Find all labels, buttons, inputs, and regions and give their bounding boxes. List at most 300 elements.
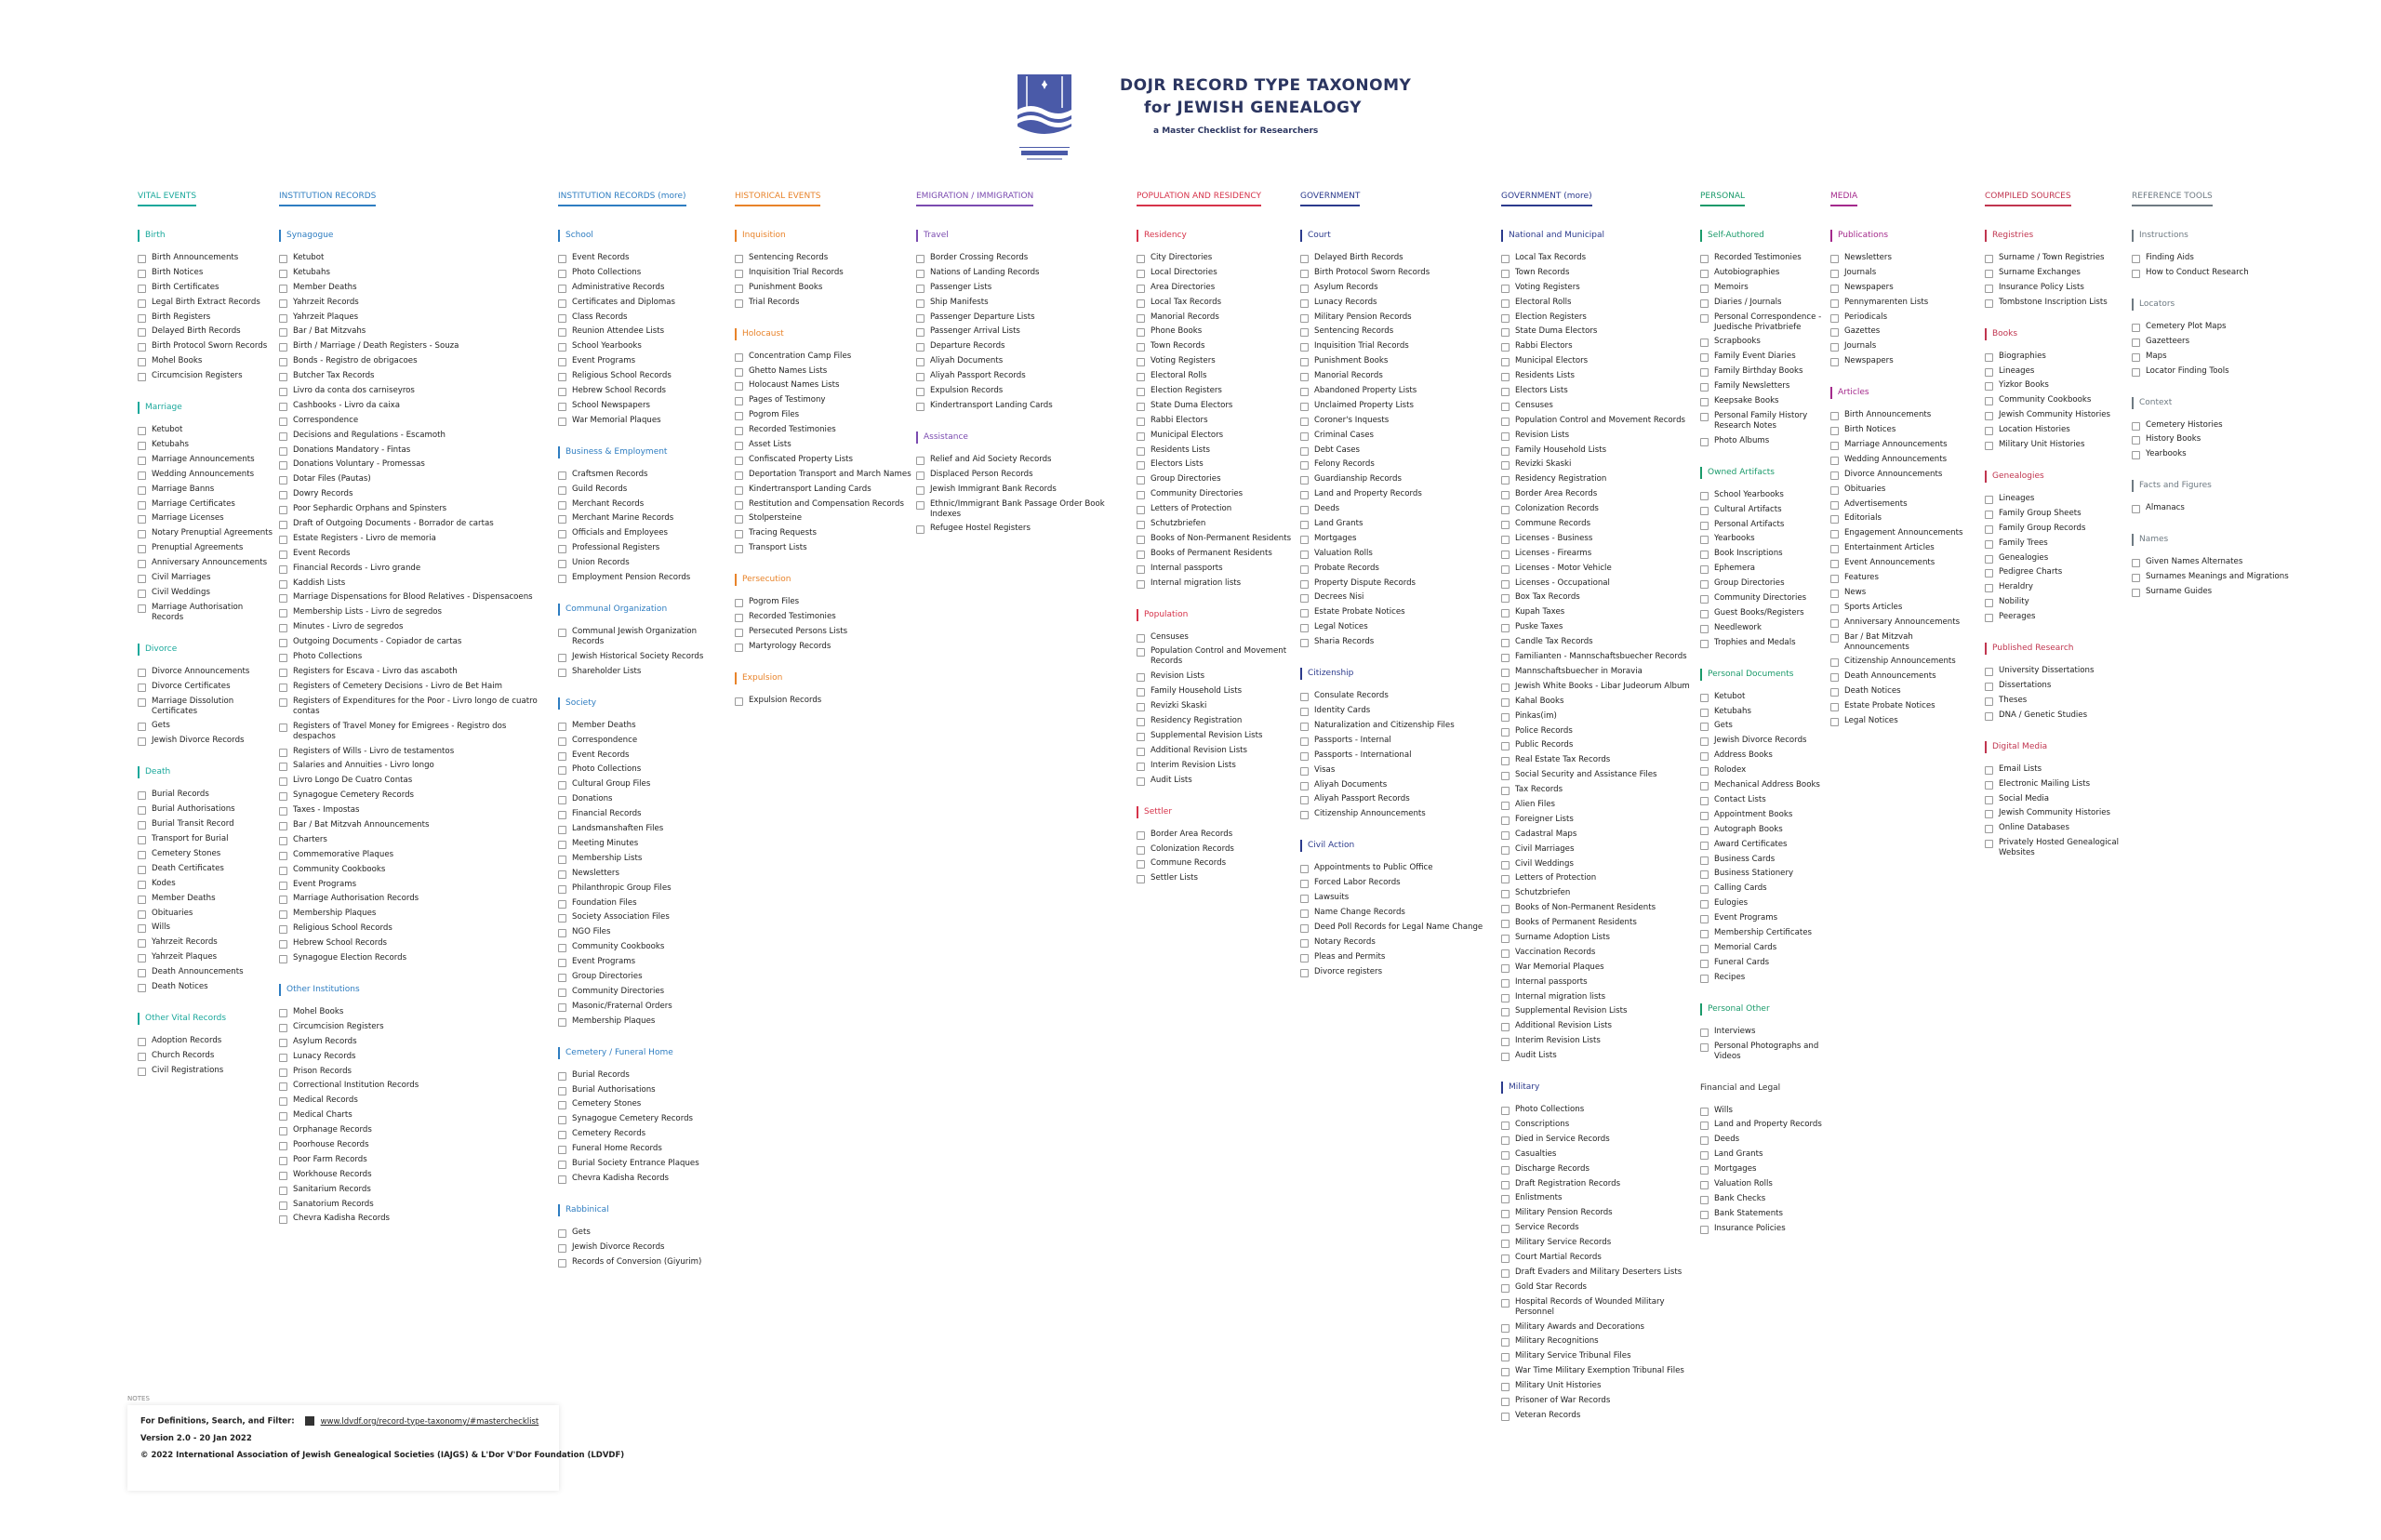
checkbox[interactable] [279, 1127, 287, 1135]
checkbox[interactable] [138, 924, 146, 933]
checklist-item[interactable] [279, 253, 549, 263]
checkbox[interactable] [1137, 418, 1145, 426]
checkbox[interactable] [735, 270, 743, 278]
checklist-item[interactable] [279, 776, 549, 786]
checklist-item[interactable] [1501, 1411, 1696, 1421]
checklist-item[interactable] [1700, 1120, 1830, 1130]
checkbox[interactable] [1501, 935, 1510, 943]
checkbox[interactable] [138, 427, 146, 435]
checkbox[interactable] [735, 486, 743, 495]
checkbox[interactable] [558, 870, 566, 879]
checkbox[interactable] [1501, 1398, 1510, 1406]
checkbox[interactable] [1700, 314, 1709, 323]
checklist-item[interactable] [1137, 298, 1299, 308]
checkbox[interactable] [1830, 442, 1839, 450]
checklist-item[interactable] [138, 923, 277, 933]
checkbox[interactable] [1985, 555, 1993, 564]
checklist-item[interactable] [279, 1022, 549, 1032]
checklist-item[interactable] [1137, 686, 1299, 697]
checkbox[interactable] [1300, 388, 1309, 396]
checklist-item[interactable] [279, 341, 549, 352]
checklist-item[interactable] [1830, 326, 1979, 337]
checkbox[interactable] [1137, 521, 1145, 529]
checkbox[interactable] [1300, 909, 1309, 918]
checklist-item[interactable] [279, 534, 549, 544]
checkbox[interactable] [279, 609, 287, 617]
checklist-item[interactable] [558, 779, 730, 790]
checkbox[interactable] [1830, 619, 1839, 628]
checkbox[interactable] [1830, 501, 1839, 510]
checkbox[interactable] [138, 910, 146, 919]
checklist-item[interactable] [279, 592, 549, 603]
checklist-item[interactable] [1300, 474, 1500, 485]
checklist-item[interactable] [1501, 800, 1696, 810]
checklist-item[interactable] [558, 721, 730, 731]
checklist-item[interactable] [1137, 858, 1299, 869]
checklist-item[interactable] [279, 835, 549, 845]
checklist-item[interactable] [1985, 268, 2131, 278]
checklist-item[interactable] [1501, 1253, 1696, 1263]
checkbox[interactable] [558, 654, 566, 662]
checkbox[interactable] [1137, 580, 1145, 589]
checkbox[interactable] [1501, 1023, 1510, 1031]
checkbox[interactable] [279, 1215, 287, 1224]
checkbox[interactable] [1985, 796, 1993, 804]
checklist-item[interactable] [279, 489, 549, 499]
checkbox[interactable] [1830, 634, 1839, 643]
checklist-item[interactable] [1700, 564, 1830, 574]
checkbox[interactable] [916, 471, 924, 480]
checklist-item[interactable] [1501, 992, 1696, 1002]
checklist-item[interactable] [138, 312, 277, 323]
checkbox[interactable] [1501, 491, 1510, 499]
checkbox[interactable] [1300, 767, 1309, 776]
checkbox[interactable] [2132, 574, 2140, 582]
checklist-item[interactable] [1700, 268, 1830, 278]
checkbox[interactable] [916, 403, 924, 411]
checklist-item[interactable] [1137, 401, 1299, 411]
checkbox[interactable] [1501, 1181, 1510, 1189]
checkbox[interactable] [558, 826, 566, 834]
checkbox[interactable] [1501, 1240, 1510, 1248]
checkbox[interactable] [1985, 255, 1993, 263]
checklist-item[interactable] [1985, 298, 2131, 308]
checklist-item[interactable] [558, 528, 730, 538]
checkbox[interactable] [1700, 1108, 1709, 1116]
checkbox[interactable] [1700, 1043, 1709, 1052]
checkbox[interactable] [735, 545, 743, 553]
checklist-item[interactable] [1830, 410, 1979, 420]
checklist-item[interactable] [1700, 1224, 1830, 1234]
checklist-item[interactable] [279, 747, 549, 757]
checklist-item[interactable] [735, 612, 911, 622]
checklist-item[interactable] [279, 1110, 549, 1121]
checkbox[interactable] [279, 763, 287, 771]
checkbox[interactable] [558, 796, 566, 804]
checkbox[interactable] [279, 1187, 287, 1195]
checkbox[interactable] [1501, 713, 1510, 722]
checkbox[interactable] [1501, 802, 1510, 810]
checklist-item[interactable] [1137, 253, 1299, 263]
checklist-item[interactable] [1300, 607, 1500, 617]
checklist-item[interactable] [279, 1185, 549, 1195]
checklist-item[interactable] [1501, 903, 1696, 913]
checklist-item[interactable] [1501, 519, 1696, 529]
checkbox[interactable] [1700, 438, 1709, 446]
checkbox[interactable] [1830, 604, 1839, 613]
checklist-item[interactable] [1137, 646, 1299, 667]
checklist-item[interactable] [735, 528, 911, 538]
checkbox[interactable] [558, 403, 566, 411]
checkbox[interactable] [1501, 905, 1510, 913]
checklist-item[interactable] [1700, 623, 1830, 633]
checklist-item[interactable] [1300, 504, 1500, 514]
checklist-item[interactable] [735, 470, 911, 480]
checklist-item[interactable] [1300, 312, 1500, 323]
checklist-item[interactable] [1300, 386, 1500, 396]
checkbox[interactable] [1700, 580, 1709, 589]
checkbox[interactable] [1300, 594, 1309, 603]
checkbox[interactable] [1501, 270, 1510, 278]
checkbox[interactable] [279, 1039, 287, 1047]
checklist-item[interactable] [279, 474, 549, 485]
checkbox[interactable] [558, 1175, 566, 1184]
checklist-item[interactable] [735, 380, 911, 391]
checkbox[interactable] [1501, 536, 1510, 544]
checkbox[interactable] [1700, 842, 1709, 850]
checklist-item[interactable] [2132, 449, 2318, 459]
checkbox[interactable] [1300, 491, 1309, 499]
checklist-item[interactable] [138, 1066, 277, 1076]
checkbox[interactable] [1501, 521, 1510, 529]
checklist-item[interactable] [138, 1051, 277, 1061]
checkbox[interactable] [1501, 684, 1510, 692]
checklist-item[interactable] [1300, 691, 1500, 701]
checkbox[interactable] [558, 1161, 566, 1169]
checklist-item[interactable] [916, 401, 1132, 411]
checkbox[interactable] [1985, 397, 1993, 405]
checkbox[interactable] [279, 388, 287, 396]
checklist-item[interactable] [558, 764, 730, 775]
checklist-item[interactable] [279, 459, 549, 470]
checklist-item[interactable] [558, 869, 730, 879]
checklist-item[interactable] [279, 667, 549, 677]
checklist-item[interactable] [1700, 1194, 1830, 1204]
checkbox[interactable] [1300, 432, 1309, 441]
checklist-item[interactable] [1501, 918, 1696, 928]
checkbox[interactable] [1985, 668, 1993, 676]
checklist-item[interactable] [916, 326, 1132, 337]
checklist-item[interactable] [1830, 268, 1979, 278]
checkbox[interactable] [138, 515, 146, 524]
checklist-item[interactable] [1501, 1120, 1696, 1130]
checkbox[interactable] [1137, 703, 1145, 711]
checkbox[interactable] [138, 737, 146, 746]
checkbox[interactable] [1501, 1107, 1510, 1115]
checklist-item[interactable] [1501, 1105, 1696, 1115]
checkbox[interactable] [1700, 797, 1709, 805]
checkbox[interactable] [1501, 1136, 1510, 1145]
checklist-item[interactable] [138, 253, 277, 263]
checklist-item[interactable] [1501, 1381, 1696, 1391]
checkbox[interactable] [1300, 639, 1309, 647]
checkbox[interactable] [1137, 875, 1145, 883]
checkbox[interactable] [558, 914, 566, 923]
checkbox[interactable] [1985, 781, 1993, 790]
checklist-item[interactable] [1501, 1396, 1696, 1406]
checkbox[interactable] [1137, 506, 1145, 514]
checkbox[interactable] [558, 1087, 566, 1095]
checklist-item[interactable] [1300, 326, 1500, 337]
checkbox[interactable] [1501, 1353, 1510, 1361]
checkbox[interactable] [279, 1054, 287, 1062]
checklist-item[interactable] [138, 864, 277, 874]
checklist-item[interactable] [1501, 948, 1696, 958]
checkbox[interactable] [916, 388, 924, 396]
checkbox[interactable] [1137, 403, 1145, 411]
checklist-item[interactable] [1501, 755, 1696, 765]
checklist-item[interactable] [279, 268, 549, 278]
checklist-item[interactable] [1300, 549, 1500, 559]
checklist-item[interactable] [1985, 838, 2131, 858]
checklist-item[interactable] [1700, 411, 1830, 431]
checkbox[interactable] [279, 1172, 287, 1180]
checklist-item[interactable] [558, 499, 730, 510]
checklist-item[interactable] [1137, 519, 1299, 529]
checklist-item[interactable] [1501, 962, 1696, 973]
checklist-item[interactable] [1501, 1208, 1696, 1218]
checkbox[interactable] [735, 299, 743, 308]
checklist-item[interactable] [1300, 592, 1500, 603]
checklist-item[interactable] [279, 356, 549, 366]
checklist-item[interactable] [1830, 558, 1979, 568]
checkbox[interactable] [558, 1131, 566, 1139]
checklist-item[interactable] [558, 1242, 730, 1253]
checklist-item[interactable] [735, 627, 911, 637]
checkbox[interactable] [138, 896, 146, 904]
checklist-item[interactable] [558, 298, 730, 308]
checkbox[interactable] [1137, 777, 1145, 786]
checkbox[interactable] [279, 654, 287, 662]
checkbox[interactable] [1700, 930, 1709, 938]
checklist-item[interactable] [2132, 587, 2318, 597]
checkbox[interactable] [279, 1069, 287, 1077]
checklist-item[interactable] [1137, 830, 1299, 840]
checklist-item[interactable] [1501, 445, 1696, 456]
checkbox[interactable] [558, 545, 566, 553]
checkbox[interactable] [1501, 1122, 1510, 1130]
checklist-item[interactable] [279, 938, 549, 949]
checkbox[interactable] [1985, 569, 1993, 578]
checkbox[interactable] [558, 1116, 566, 1124]
checklist-item[interactable] [1300, 534, 1500, 544]
checkbox[interactable] [1501, 299, 1510, 308]
checkbox[interactable] [279, 491, 287, 499]
checklist-item[interactable] [279, 607, 549, 617]
checklist-item[interactable] [138, 326, 277, 337]
checkbox[interactable] [1501, 506, 1510, 514]
checklist-item[interactable] [558, 401, 730, 411]
checkbox[interactable] [558, 944, 566, 952]
checkbox[interactable] [735, 397, 743, 405]
checklist-item[interactable] [1501, 1036, 1696, 1046]
checklist-item[interactable] [1300, 578, 1500, 589]
checklist-item[interactable] [558, 485, 730, 495]
checklist-item[interactable] [558, 898, 730, 909]
checklist-item[interactable] [1300, 637, 1500, 647]
checkbox[interactable] [1501, 343, 1510, 352]
checkbox[interactable] [1700, 285, 1709, 293]
checklist-item[interactable] [1501, 933, 1696, 943]
checklist-item[interactable] [1300, 431, 1500, 441]
checkbox[interactable] [138, 723, 146, 731]
checklist-item[interactable] [558, 1144, 730, 1154]
checkbox[interactable] [735, 515, 743, 524]
checklist-item[interactable] [558, 736, 730, 746]
checklist-item[interactable] [1300, 736, 1500, 746]
checkbox[interactable] [1501, 1166, 1510, 1175]
checkbox[interactable] [1985, 683, 1993, 691]
checkbox[interactable] [279, 822, 287, 830]
checklist-item[interactable] [558, 794, 730, 804]
checkbox[interactable] [558, 885, 566, 894]
checklist-item[interactable] [916, 386, 1132, 396]
checklist-item[interactable] [1300, 706, 1500, 716]
checkbox[interactable] [279, 565, 287, 574]
checklist-item[interactable] [1137, 844, 1299, 855]
checklist-item[interactable] [2132, 503, 2318, 513]
checklist-item[interactable] [1985, 681, 2131, 691]
checklist-item[interactable] [735, 283, 911, 293]
checkbox[interactable] [279, 1157, 287, 1165]
checklist-item[interactable] [1501, 578, 1696, 589]
checklist-item[interactable] [279, 504, 549, 514]
checkbox[interactable] [735, 442, 743, 450]
checklist-item[interactable] [1137, 701, 1299, 711]
checkbox[interactable] [138, 486, 146, 495]
checkbox[interactable] [1700, 353, 1709, 362]
checklist-item[interactable] [1985, 538, 2131, 549]
checklist-item[interactable] [279, 1170, 549, 1180]
checklist-item[interactable] [1137, 312, 1299, 323]
checklist-item[interactable] [279, 1067, 549, 1077]
checkbox[interactable] [1501, 1151, 1510, 1160]
checklist-item[interactable] [138, 528, 277, 538]
checklist-item[interactable] [1830, 499, 1979, 510]
checkbox[interactable] [916, 457, 924, 465]
checkbox[interactable] [558, 723, 566, 731]
checkbox[interactable] [1830, 486, 1839, 495]
checkbox[interactable] [1501, 432, 1510, 441]
checklist-item[interactable] [138, 879, 277, 889]
checkbox[interactable] [1501, 757, 1510, 765]
checkbox[interactable] [916, 358, 924, 366]
checkbox[interactable] [138, 1068, 146, 1076]
checkbox[interactable] [558, 388, 566, 396]
checkbox[interactable] [1137, 343, 1145, 352]
checkbox[interactable] [1300, 403, 1309, 411]
checklist-item[interactable] [1300, 952, 1500, 962]
checkbox[interactable] [2132, 368, 2140, 377]
checkbox[interactable] [279, 807, 287, 816]
checkbox[interactable] [1300, 969, 1309, 977]
checkbox[interactable] [1700, 398, 1709, 406]
checklist-item[interactable] [1830, 632, 1979, 653]
checklist-item[interactable] [1501, 1164, 1696, 1175]
checkbox[interactable] [1700, 975, 1709, 983]
checklist-item[interactable] [279, 578, 549, 589]
checkbox[interactable] [1501, 1195, 1510, 1203]
checkbox[interactable] [1700, 737, 1709, 746]
checklist-item[interactable] [916, 470, 1132, 480]
checkbox[interactable] [1501, 831, 1510, 840]
checkbox[interactable] [1501, 1053, 1510, 1061]
checkbox[interactable] [138, 969, 146, 977]
checkbox[interactable] [916, 373, 924, 381]
checkbox[interactable] [1700, 885, 1709, 894]
checklist-item[interactable] [1985, 253, 2131, 263]
checkbox[interactable] [1137, 688, 1145, 697]
checklist-item[interactable] [735, 410, 911, 420]
checklist-item[interactable] [1700, 883, 1830, 894]
checkbox[interactable] [1985, 270, 1993, 278]
checkbox[interactable] [1501, 1255, 1510, 1263]
checklist-item[interactable] [735, 440, 911, 450]
checklist-item[interactable] [279, 637, 549, 647]
checkbox[interactable] [1985, 285, 1993, 293]
checklist-item[interactable] [1300, 416, 1500, 426]
checkbox[interactable] [2132, 324, 2140, 332]
checklist-item[interactable] [1137, 534, 1299, 544]
checklist-item[interactable] [1300, 298, 1500, 308]
checklist-item[interactable] [1985, 494, 2131, 504]
checklist-item[interactable] [1700, 765, 1830, 776]
checklist-item[interactable] [138, 558, 277, 568]
checkbox[interactable] [558, 285, 566, 293]
checklist-item[interactable] [279, 564, 549, 574]
checklist-item[interactable] [1985, 410, 2131, 420]
checkbox[interactable] [138, 501, 146, 510]
checklist-item[interactable] [1700, 1135, 1830, 1145]
checklist-item[interactable] [2132, 434, 2318, 445]
checkbox[interactable] [279, 447, 287, 456]
checkbox[interactable] [1830, 688, 1839, 697]
checklist-item[interactable] [735, 268, 911, 278]
checklist-item[interactable] [1985, 666, 2131, 676]
checklist-item[interactable] [138, 470, 277, 480]
checkbox[interactable] [1300, 880, 1309, 888]
checkbox[interactable] [1830, 658, 1839, 667]
checkbox[interactable] [1700, 625, 1709, 633]
checklist-item[interactable] [138, 682, 277, 692]
checklist-item[interactable] [735, 642, 911, 652]
checklist-item[interactable] [1501, 830, 1696, 840]
checkbox[interactable] [279, 343, 287, 352]
checklist-item[interactable] [1501, 564, 1696, 574]
checklist-item[interactable] [1700, 736, 1830, 746]
checkbox[interactable] [1501, 964, 1510, 973]
checklist-item[interactable] [1700, 1149, 1830, 1160]
checklist-item[interactable] [1501, 386, 1696, 396]
checkbox[interactable] [1300, 506, 1309, 514]
checklist-item[interactable] [279, 1081, 549, 1091]
checklist-item[interactable] [916, 485, 1132, 495]
checkbox[interactable] [1700, 1181, 1709, 1189]
checkbox[interactable] [279, 910, 287, 919]
checklist-item[interactable] [1985, 597, 2131, 607]
checkbox[interactable] [1300, 373, 1309, 381]
checklist-item[interactable] [558, 1129, 730, 1139]
